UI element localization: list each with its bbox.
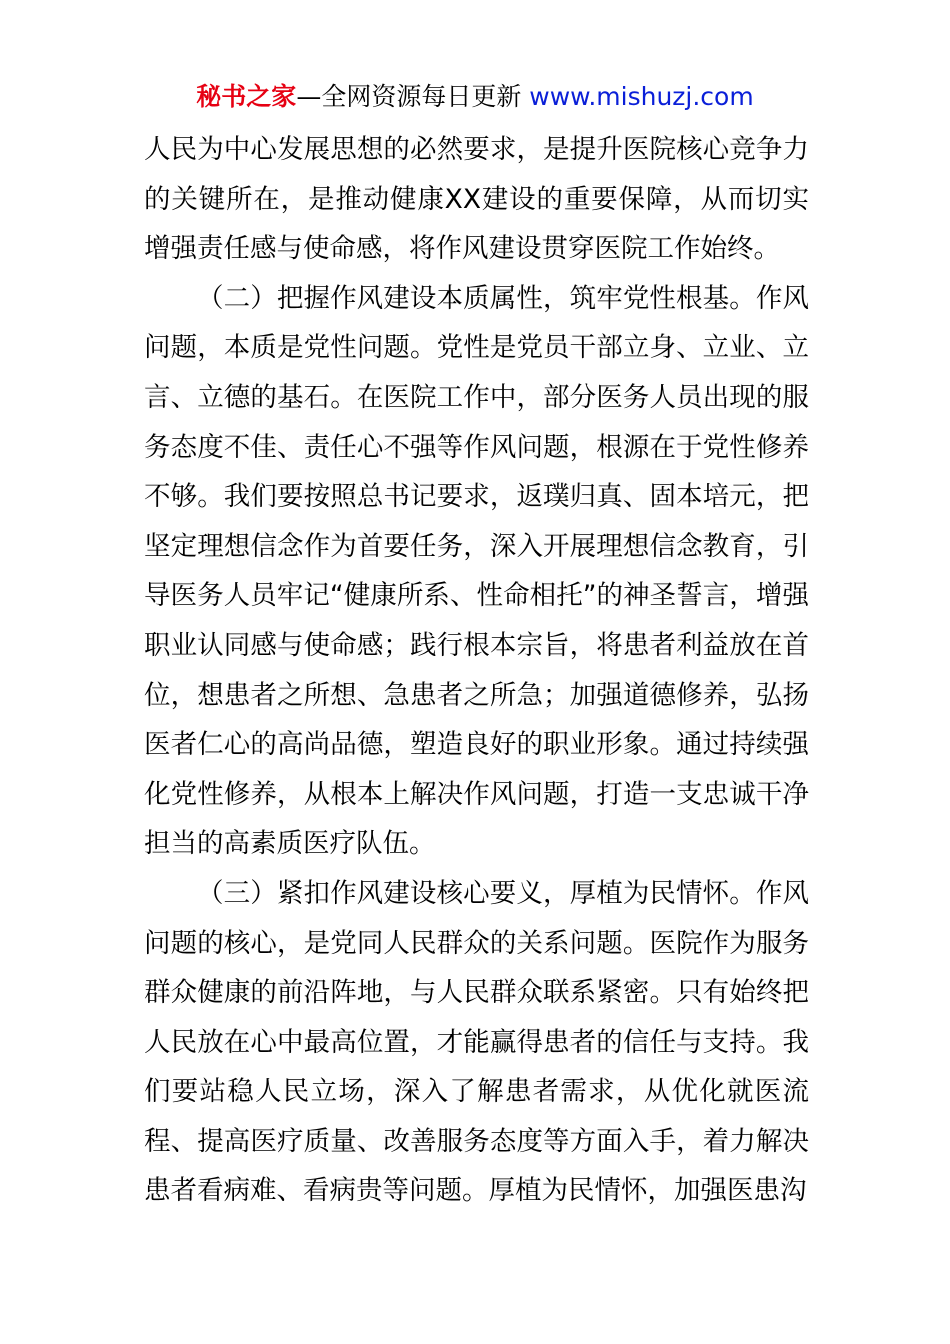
brand-name: 秘书之家 bbox=[196, 82, 297, 111]
document-body bbox=[144, 125, 809, 1216]
site-header bbox=[0, 80, 950, 114]
paragraph-section-two: （二）把握作风建设本质属性，筑牢党性根基。作风问题，本质是党性问题。党性是党员干部立身、立业、立言、立德的基石。在医院工作中，部分医务人员出现的服务态度不佳、责任心不强等作风问题，根源在于党性修养不够。我们要按照总书记要求，返璞归真、固本培元，把坚定理想信念作为首要任务，深入开展理想信念教育，引导医务人员牢记“健康所系、性命相托”的神圣誓言，增强职业认同感与使命感；践行根本宗旨，将患者利益放在首位，想患者之所想、急患者之所急；加强道德修养，弘扬医者仁心的高尚品德，塑造良好的职业形象。通过持续强化党性修养，从根本上解决作风问题，打造一支忠诚干净担当的高素质医疗队伍。 bbox=[144, 282, 809, 860]
paragraph-continuation: 人民为中心发展思想的必然要求，是提升医院核心竞争力的关键所在，是推动健康XX建设的重要保障，从而切实增强责任感与使命感，将作风建设贯穿医院工作始终。 bbox=[144, 134, 809, 265]
site-url-link[interactable]: www.mishuzj.com bbox=[529, 82, 754, 111]
paragraph-section-three: （三）紧扣作风建设核心要义，厚植为民情怀。作风问题的核心，是党同人民群众的关系问题。医院作为服务群众健康的前沿阵地，与人民群众联系紧密。只有始终把人民放在心中最高位置，才能赢得患者的信任与支持。我们要站稳人民立场，深入了解患者需求，从优化就医流程、提高医疗质量、改善服务态度等方面入手，着力解决患者看病难、看病贵等问题。厚植为民情怀，加强医患沟 bbox=[144, 877, 809, 1207]
header-tagline: —全网资源每日更新 bbox=[296, 82, 522, 111]
